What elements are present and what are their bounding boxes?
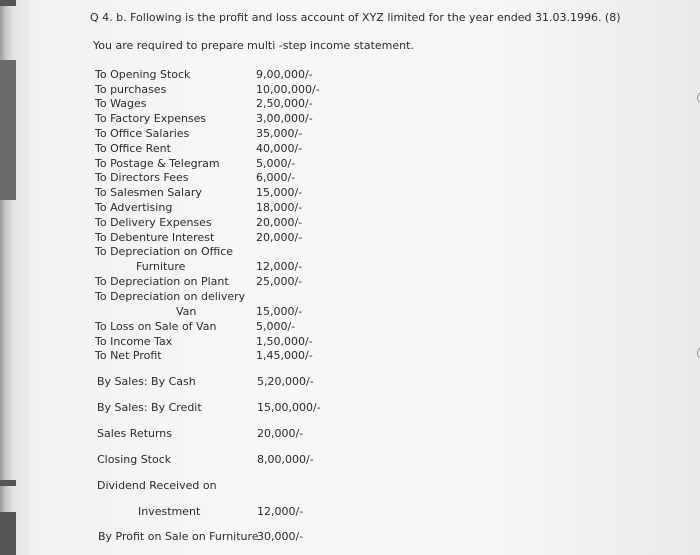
credit-amount-sales-returns: 20,000/- [257,427,304,440]
debit-label-depreciation-delivery-cont: Van [176,305,197,318]
debit-amount-net-profit: 1,45,000/- [256,349,313,362]
debit-label-purchases: To purchases [95,83,167,96]
binder-edge-mark [0,480,16,486]
scan-left-margin [0,0,30,555]
debit-label-wages: To Wages [95,97,147,110]
debit-amount-postage-telegram: 5,000/- [256,157,296,170]
credit-amount-sales-credit: 15,00,000/- [257,401,321,414]
credit-label-closing-stock: Closing Stock [97,453,172,466]
binder-edge-mark [0,512,16,555]
debit-amount-office-salaries: 35,000/- [256,127,303,140]
debit-label-depreciation-delivery: To Depreciation on delivery [95,290,246,303]
debit-amount-purchases: 10,00,000/- [256,83,320,96]
debit-amount-factory-expenses: 3,00,000/- [256,112,313,125]
credit-label-sales-returns: Sales Returns [97,427,173,440]
credit-label-sales-cash: By Sales: By Cash [97,375,196,388]
debit-label-office-rent: To Office Rent [95,142,171,155]
debit-amount-office-rent: 40,000/- [256,142,303,155]
debit-amount-wages: 2,50,000/- [256,97,313,110]
debit-amount-depreciation-office: 12,000/- [256,260,303,273]
debit-amount-directors-fees: 6,000/- [256,171,296,184]
debit-amount-income-tax: 1,50,000/- [256,335,313,348]
debit-label-depreciation-office: To Depreciation on Office [95,245,234,258]
debit-label-net-profit: To Net Profit [95,349,162,362]
credit-amount-dividend-received: 12,000/- [257,505,304,518]
debit-amount-depreciation-plant: 25,000/- [256,275,303,288]
debit-label-opening-stock: To Opening Stock [95,68,191,81]
debit-label-postage-telegram: To Postage & Telegram [95,157,220,170]
credit-label-dividend-received-cont: Investment [138,505,201,518]
debit-amount-advertising: 18,000/- [256,201,303,214]
debit-amount-salesmen-salary: 15,000/- [256,186,303,199]
debit-label-directors-fees: To Directors Fees [95,171,189,184]
binder-edge-mark [0,60,16,200]
credit-amount-closing-stock: 8,00,000/- [257,453,314,466]
debit-label-debenture-interest: To Debenture Interest [95,231,215,244]
debit-amount-loss-on-sale-van: 5,000/- [256,320,296,333]
credit-label-profit-sale-furniture: By Profit on Sale on Furniture [98,530,259,543]
credit-label-dividend-received: Dividend Received on [97,479,217,492]
credit-amount-sales-cash: 5,20,000/- [257,375,314,388]
debit-label-office-salaries: To Office Salaries [95,127,190,140]
question-title: Q 4. b. Following is the profit and loss account of XYZ limited for the year ended 31.03.1996. (8) [90,11,621,24]
credit-amount-profit-sale-furniture: 30,000/- [257,530,304,543]
debit-amount-opening-stock: 9,00,000/- [256,68,313,81]
debit-amount-depreciation-delivery: 15,000/- [256,305,303,318]
binder-edge-mark [0,0,16,6]
debit-amount-delivery-expenses: 20,000/- [256,216,303,229]
instruction-text: You are required to prepare multi -step income statement. [93,39,414,52]
debit-label-delivery-expenses: To Delivery Expenses [95,216,212,229]
debit-label-depreciation-office-cont: Furniture [136,260,186,273]
debit-label-loss-on-sale-van: To Loss on Sale of Van [95,320,217,333]
credit-label-sales-credit: By Sales: By Credit [97,401,202,414]
debit-label-salesmen-salary: To Salesmen Salary [95,186,202,199]
debit-label-depreciation-plant: To Depreciation on Plant [95,275,229,288]
debit-label-factory-expenses: To Factory Expenses [95,112,207,125]
debit-amount-debenture-interest: 20,000/- [256,231,303,244]
debit-label-advertising: To Advertising [95,201,173,214]
debit-label-income-tax: To Income Tax [95,335,173,348]
